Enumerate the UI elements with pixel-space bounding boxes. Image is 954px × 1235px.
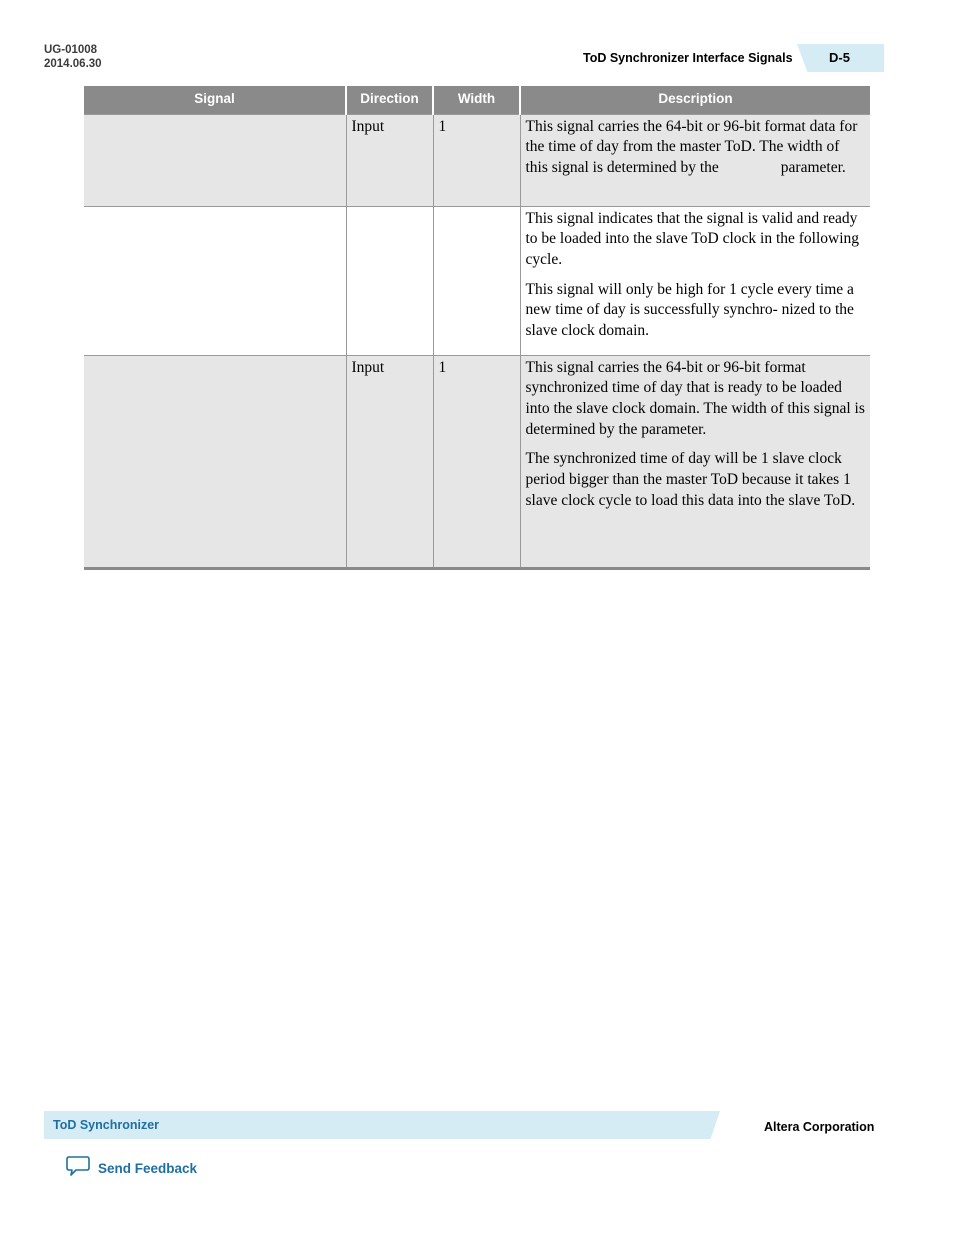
signal-cell xyxy=(84,206,346,355)
table-row xyxy=(84,355,870,568)
table-row xyxy=(84,114,870,206)
column-header-width: Width xyxy=(433,86,520,114)
send-feedback-label[interactable]: Send Feedback xyxy=(98,1161,198,1176)
signal-cell xyxy=(84,355,346,568)
company-name: Altera Corporation xyxy=(764,1120,875,1134)
send-feedback-link[interactable] xyxy=(66,1155,197,1182)
description-paragraph: The synchronized time of day will be 1 slave clock period bigger than the master ToD because it takes 1 slave clock cycle to load this data into the slave ToD. xyxy=(525,450,856,509)
width-cell: 1 xyxy=(433,355,520,568)
direction-cell: Input xyxy=(346,114,433,206)
description-cell xyxy=(520,114,870,206)
column-header-direction: Direction xyxy=(346,86,433,114)
table-header-row xyxy=(84,86,870,114)
page-number: D-5 xyxy=(829,50,850,65)
signals-table xyxy=(84,86,870,570)
column-header-description: Description xyxy=(520,86,870,114)
doc-date: 2014.06.30 xyxy=(44,58,102,70)
table-row xyxy=(84,206,870,355)
description-paragraph: This signal indicates that the signal is valid and ready to be loaded into the slave ToD clock in the following cycle. xyxy=(525,209,860,268)
column-header-signal: Signal xyxy=(84,86,346,114)
description-cell xyxy=(520,206,870,355)
doc-number: UG-01008 xyxy=(44,44,98,56)
footer-title[interactable]: ToD Synchronizer xyxy=(53,1118,160,1132)
signal-cell xyxy=(84,114,346,206)
direction-cell: Input xyxy=(346,355,433,568)
description-paragraph: This signal will only be high for 1 cycle every time a new time of day is successfully synchro- nized to the slave clock domain. xyxy=(525,280,854,340)
section-title: ToD Synchronizer Interface Signals xyxy=(583,51,793,65)
document-id xyxy=(44,43,102,71)
direction-cell xyxy=(346,206,433,355)
description-paragraph: This signal carries the 64-bit or 96-bit format synchronized time of day that is ready to be loaded into the slave clock domain. The width of this signal is determined by the parameter. xyxy=(525,358,865,438)
width-cell: 1 xyxy=(433,114,520,206)
speech-bubble-icon xyxy=(66,1155,90,1182)
width-cell xyxy=(433,206,520,355)
description-cell xyxy=(520,355,870,568)
description-paragraph: This signal carries the 64-bit or 96-bit format data for the time of day from the master ToD. The width of this signal is determined by the parameter. xyxy=(525,117,858,176)
